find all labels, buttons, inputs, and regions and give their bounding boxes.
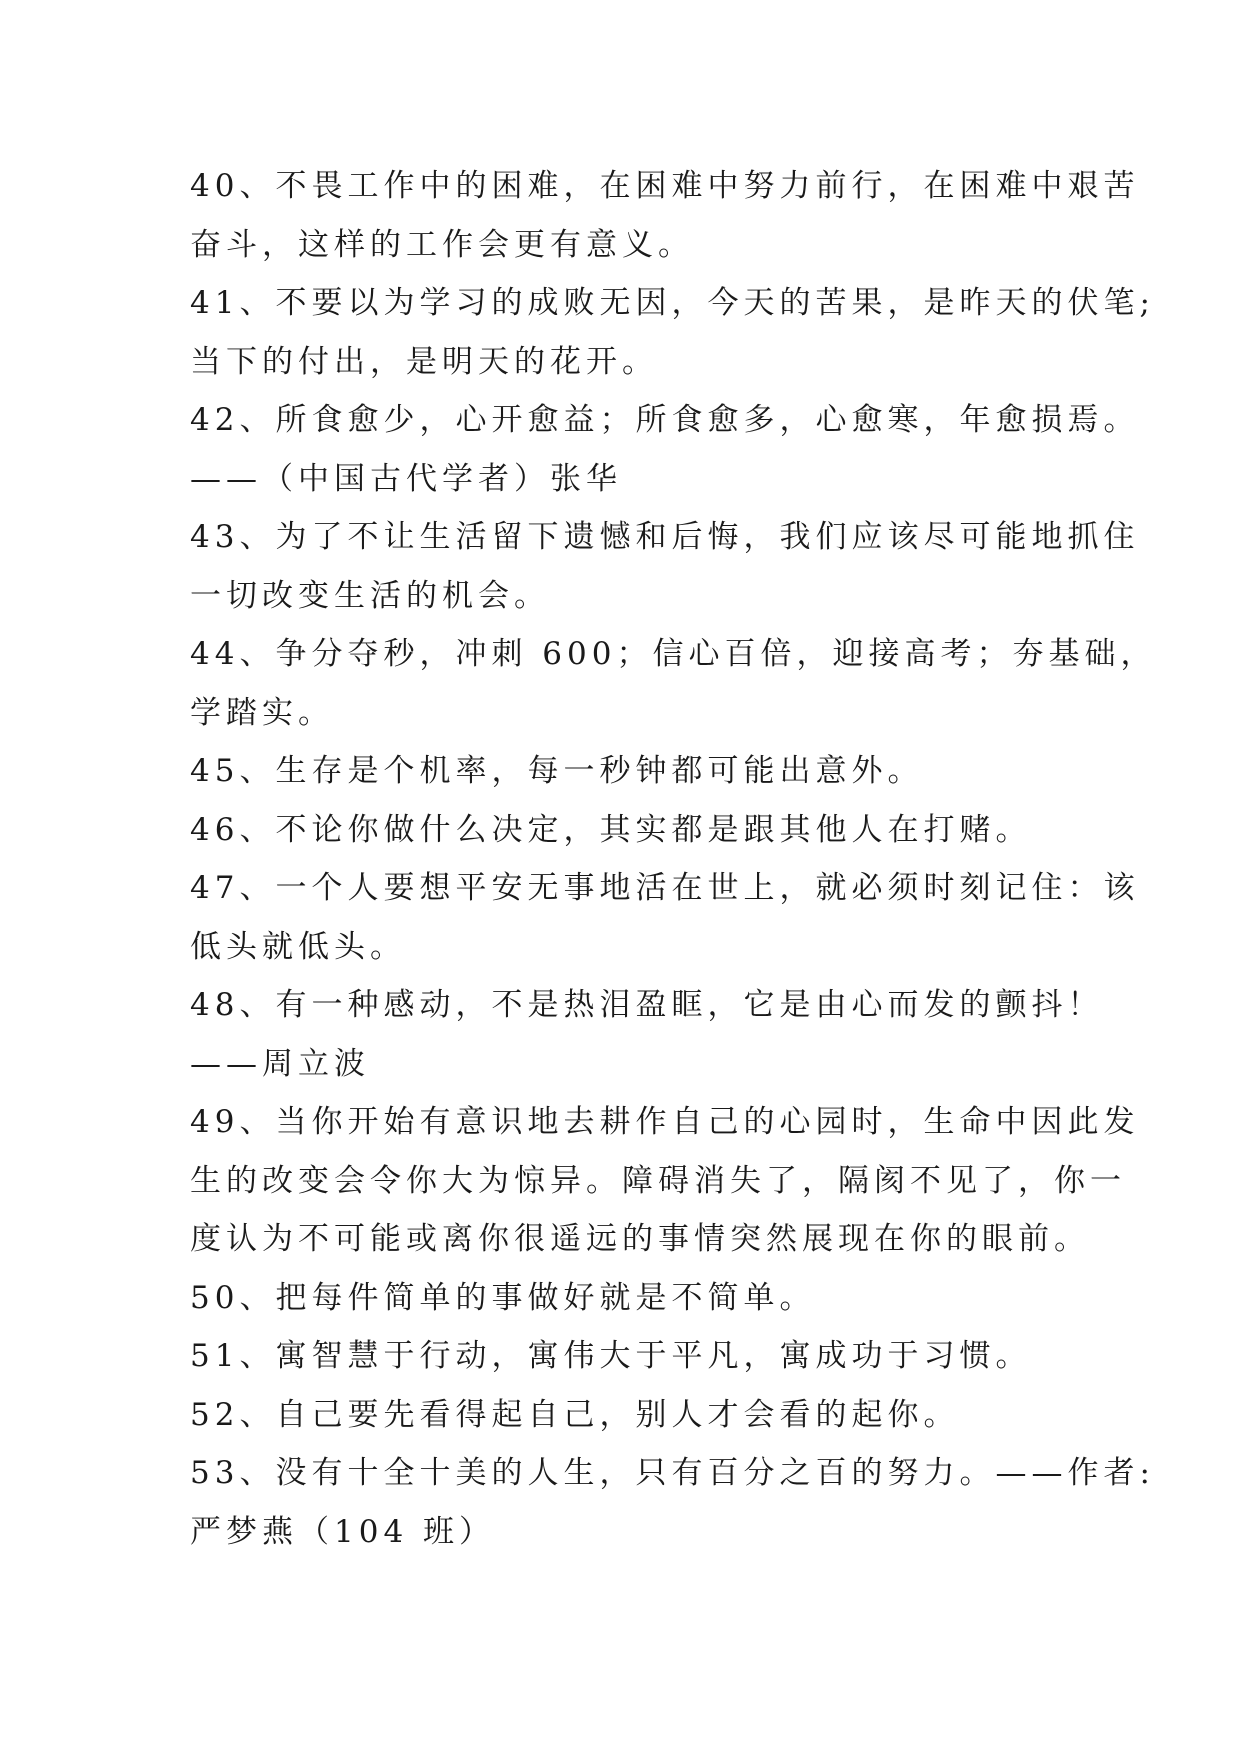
quote-item-44 <box>190 625 1157 742</box>
quote-line: 44、争分夺秒，冲刺 600；信心百倍，迎接高考；夯基础， <box>190 636 1157 672</box>
quote-line: 41、不要以为学习的成败无因，今天的苦果，是昨天的伏笔; <box>190 285 1155 321</box>
quote-line: 42、所食愈少，心开愈益；所食愈多，心愈寒，年愈损焉。 <box>190 402 1140 438</box>
quote-line: 当下的付出，是明天的花开。 <box>190 343 658 380</box>
quote-line: 46、不论你做什么决定，其实都是跟其他人在打赌。 <box>190 811 1032 848</box>
quote-item-48 <box>190 976 1104 1093</box>
quote-line: 严梦燕（104 班） <box>190 1513 496 1550</box>
quote-item-47 <box>190 859 1140 976</box>
quote-item-52 <box>190 1386 1090 1445</box>
quote-item-49 <box>190 1093 1140 1269</box>
quote-line: 50、把每件简单的事做好就是不简单。 <box>190 1279 816 1316</box>
quote-item-46 <box>190 801 1090 860</box>
quote-line: ——（中国古代学者）张华 <box>190 460 622 497</box>
quote-item-53 <box>190 1444 1155 1561</box>
quote-line: 47、一个人要想平安无事地活在世上，就必须时刻记住：该 <box>190 870 1140 906</box>
quote-list <box>190 157 1157 1561</box>
quote-item-41 <box>190 274 1155 391</box>
quote-line: 43、为了不让生活留下遗憾和后悔，我们应该尽可能地抓住 <box>190 519 1140 555</box>
quote-line: 奋斗，这样的工作会更有意义。 <box>190 226 694 263</box>
quote-item-51 <box>190 1327 1090 1386</box>
quote-line: 生的改变会令你大为惊异。障碍消失了，隔阂不见了，你一 <box>190 1162 1126 1199</box>
quote-line: 45、生存是个机率，每一秒钟都可能出意外。 <box>190 753 924 789</box>
quote-line: 48、有一种感动，不是热泪盈眶，它是由心而发的颤抖！ <box>190 987 1104 1023</box>
quote-line: 52、自己要先看得起自己，别人才会看的起你。 <box>190 1396 960 1433</box>
quote-line: 学踏实。 <box>190 694 334 731</box>
quote-item-50 <box>190 1269 1090 1328</box>
quote-line: 度认为不可能或离你很遥远的事情突然展现在你的眼前。 <box>190 1221 1090 1257</box>
quote-item-45 <box>190 742 1090 801</box>
quote-item-43 <box>190 508 1140 625</box>
quote-line: 53、没有十全十美的人生，只有百分之百的努力。——作者: <box>190 1455 1155 1491</box>
quote-line: ——周立波 <box>190 1045 370 1082</box>
quote-line: 40、不畏工作中的困难，在困难中努力前行，在困难中艰苦 <box>190 168 1140 204</box>
quote-line: 51、寓智慧于行动，寓伟大于平凡，寓成功于习惯。 <box>190 1338 1032 1374</box>
quote-line: 低头就低头。 <box>190 928 406 965</box>
quote-line: 49、当你开始有意识地去耕作自己的心园时，生命中因此发 <box>190 1104 1140 1140</box>
quote-line: 一切改变生活的机会。 <box>190 577 550 614</box>
quote-item-42 <box>190 391 1140 508</box>
quote-item-40 <box>190 157 1140 274</box>
